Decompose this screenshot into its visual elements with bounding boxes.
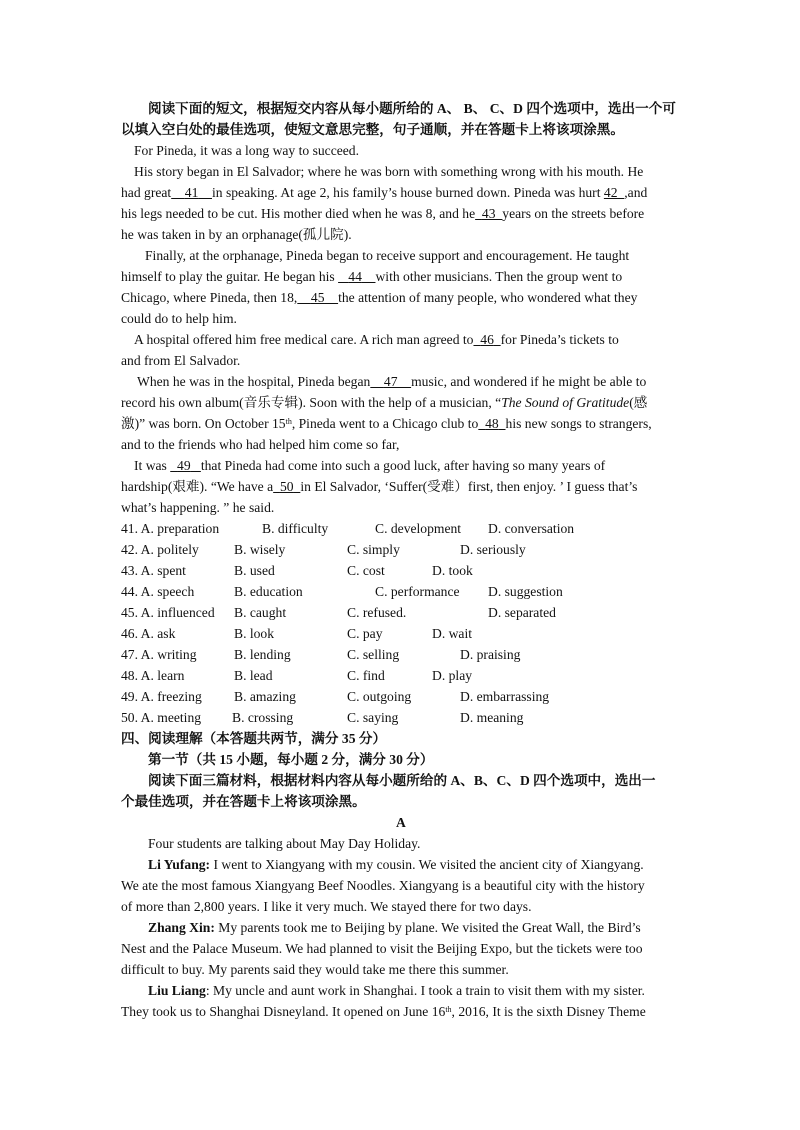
blank-45: 45 [310, 290, 325, 305]
speaker-name: Liu Liang [148, 983, 206, 998]
blank-50: 50 [279, 479, 294, 494]
reading-instruction-line-2: 个最佳选项，并在答题卡上将该项涂黑。 [121, 794, 366, 809]
blank-41: 41 [184, 185, 199, 200]
question-43-d: D. took [432, 563, 473, 578]
question-43-c: C. cost [347, 563, 385, 578]
question-48-c: C. find [347, 668, 385, 683]
passage-p6-line3: what’s happening. ” he said. [121, 500, 275, 515]
question-50-a: 50. A. meeting [121, 710, 202, 725]
question-41-c: C. development [375, 521, 462, 536]
blank-46: 46 [480, 332, 494, 347]
question-41-a: 41. A. preparation [121, 521, 220, 536]
question-50-d: D. meaning [460, 710, 524, 725]
text: ,and [624, 185, 648, 200]
speaker-name: Zhang Xin: [148, 920, 215, 935]
question-49-b: B. amazing [234, 689, 296, 704]
passage-p1: For Pineda, it was a long way to succeed. [134, 143, 360, 158]
speaker-name: Li Yufang: [148, 857, 211, 872]
question-42-b: B. wisely [234, 542, 286, 557]
speaker-2-line2: Nest and the Palace Museum. We had planned to visit the Beijing Expo, but the tickets were too [121, 941, 643, 956]
blank-43: 43 [481, 206, 496, 221]
passage-p5-line3: 激)” was born. On October 15th, Pineda went to a Chicago club to 48 his new songs to strangers, [121, 416, 652, 431]
part-heading: 第一节（共 15 小题，每小题 2 分，满分 30 分） [148, 752, 434, 767]
question-42-d: D. seriously [460, 542, 526, 557]
question-46-d: D. wait [432, 626, 473, 641]
passage-p5-line4: and to the friends who had helped him come so far, [121, 437, 400, 452]
text: in speaking. At age 2, his family’s house burned down. Pineda was hurt [211, 185, 601, 200]
question-45-b: B. caught [234, 605, 287, 620]
question-42-c: C. simply [347, 542, 400, 557]
passage-label: A [396, 815, 406, 830]
passage-p3-line1: Finally, at the orphanage, Pineda began to receive support and encouragement. He taught [145, 248, 630, 263]
question-44-d: D. suggestion [488, 584, 563, 599]
blank-49: 49 [177, 458, 191, 473]
speaker-2-line3: difficult to buy. My parents said they would take me there this summer. [121, 962, 509, 977]
question-49-c: C. outgoing [347, 689, 412, 704]
question-46-b: B. look [234, 626, 275, 641]
question-49-d: D. embarrassing [460, 689, 550, 704]
question-50-c: C. saying [347, 710, 399, 725]
passage-p2-line4: he was taken in by an orphanage(孤儿院). [121, 227, 352, 242]
passage-p4-line2: and from El Salvador. [121, 353, 241, 368]
question-44-a: 44. A. speech [121, 584, 195, 599]
passage-p6-line1: It was 49 that Pineda had come into such a good luck, after having so many years of [134, 458, 606, 473]
blank-48: 48 [485, 416, 499, 431]
question-44-c: C. performance [375, 584, 460, 599]
superscript: th [445, 1005, 452, 1014]
passage-p2-line3: his legs needed to be cut. His mother died when he was 8, and he 43 years on the streets before [121, 206, 645, 221]
reading-a-intro: Four students are talking about May Day Holiday. [148, 836, 421, 851]
question-49-a: 49. A. freezing [121, 689, 202, 704]
blank-44: 44 [348, 269, 362, 284]
question-47-b: B. lending [234, 647, 291, 662]
question-44-b: B. education [234, 584, 303, 599]
passage-p3-line2: himself to play the guitar. He began his 44 with other musicians. Then the group went to [121, 269, 623, 284]
passage-p6-line2: hardship(艰难). “We have a 50 in El Salvador, ‘Suffer(受难）first, then enjoy. ’ I guess that’s [121, 479, 638, 494]
cloze-instruction-line-1: 阅读下面的短文，根据短交内容从每小题所给的 A、 B、 C、D 四个选项中，选出一个可 [148, 101, 676, 116]
passage-p2-line2 [121, 184, 647, 202]
speaker-1-line1: Li Yufang: I went to Xiangyang with my cousin. We visited the ancient city of Xiangyang. [148, 857, 644, 872]
question-45-d: D. separated [488, 605, 556, 620]
passage-p5-line2: record his own album(音乐专辑). Soon with the help of a musician, “The Sound of Gratitude(感 [121, 395, 648, 410]
speaker-3-line1: Liu Liang: My uncle and aunt work in Shanghai. I took a train to visit them with my sister. [148, 983, 645, 998]
question-50-b: B. crossing [232, 710, 294, 725]
cloze-instruction-line-2: 以填入空白处的最佳选项，使短文意思完整，句子通顺，并在答题卡上将该项涂黑。 [121, 122, 624, 137]
reading-instruction-line-1: 阅读下面三篇材料，根据材料内容从每小题所给的 A、B、C、D 四个选项中，选出一 [148, 773, 656, 788]
passage-p3-line4: could do to help him. [121, 311, 237, 326]
question-43-b: B. used [234, 563, 275, 578]
question-45-c: C. refused. [347, 605, 407, 620]
question-46-c: C. pay [347, 626, 383, 641]
blank-42: 42 [603, 185, 618, 200]
passage-p2-line1: His story began in El Salvador; where he was born with something wrong with his mouth. He [134, 164, 644, 179]
question-43-a: 43. A. spent [121, 563, 186, 578]
question-48-b: B. lead [234, 668, 273, 683]
blank-47: 47 [383, 374, 398, 389]
question-41-d: D. conversation [488, 521, 575, 536]
speaker-2-line1: Zhang Xin: My parents took me to Beijing by plane. We visited the Great Wall, the Bird’s [148, 920, 641, 935]
passage-p3-line3: Chicago, where Pineda, then 18, 45 the attention of many people, who wondered what they [121, 290, 638, 305]
text: had great [121, 185, 172, 200]
question-46-a: 46. A. ask [121, 626, 176, 641]
question-47-a: 47. A. writing [121, 647, 197, 662]
passage-p5-line1: When he was in the hospital, Pineda began 47 music, and wondered if he might be able to [137, 374, 647, 389]
question-47-c: C. selling [347, 647, 400, 662]
question-48-a: 48. A. learn [121, 668, 185, 683]
superscript: th [285, 417, 292, 426]
question-47-d: D. praising [460, 647, 521, 662]
question-42-a: 42. A. politely [121, 542, 199, 557]
speaker-3-line2: They took us to Shanghai Disneyland. It opened on June 16th, 2016, It is the sixth Disney Theme [121, 1004, 646, 1019]
album-title: The Sound of Gratitude [501, 395, 630, 410]
question-48-d: D. play [432, 668, 473, 683]
speaker-1-line3: of more than 2,800 years. I like it very much. We stayed there for two days. [121, 899, 532, 914]
passage-p4-line1: A hospital offered him free medical care. A rich man agreed to 46 for Pineda’s tickets to [134, 332, 619, 347]
section-heading: 四、阅读理解（本答题共两节，满分 35 分） [121, 731, 387, 746]
question-41-b: B. difficulty [262, 521, 329, 536]
question-45-a: 45. A. influenced [121, 605, 215, 620]
speaker-1-line2: We ate the most famous Xiangyang Beef Noodles. Xiangyang is a beautiful city with the history [121, 878, 645, 893]
